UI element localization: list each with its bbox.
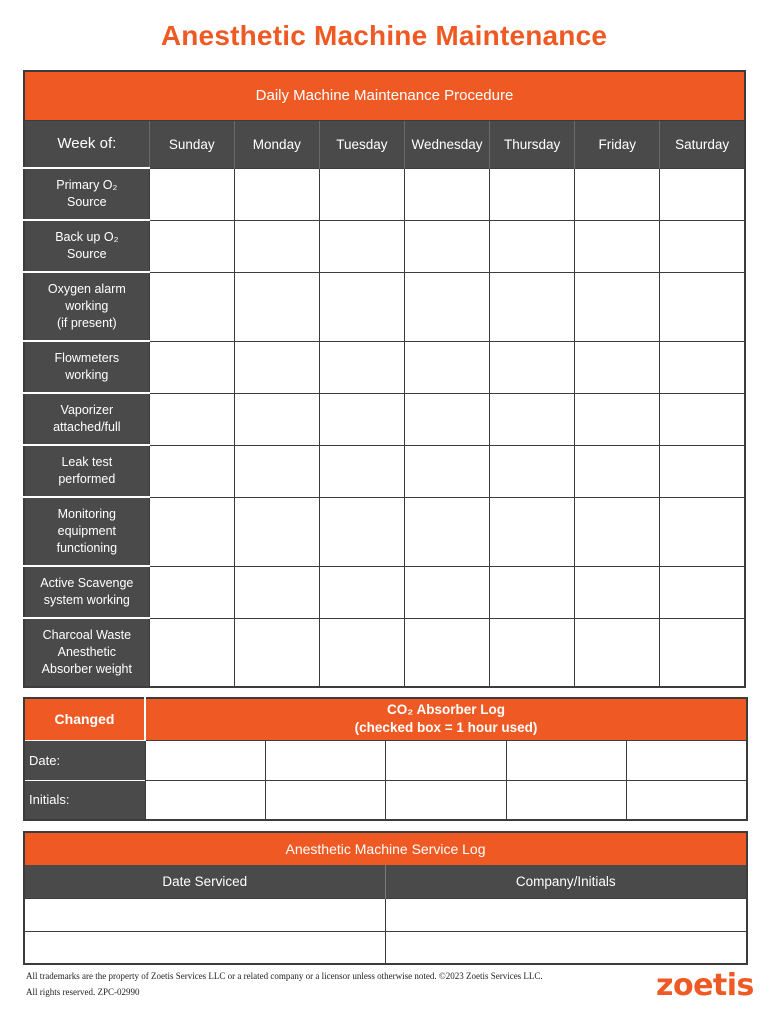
check-cell[interactable] — [234, 497, 319, 566]
check-cell[interactable] — [575, 272, 660, 341]
check-cell[interactable] — [319, 341, 404, 393]
check-cell[interactable] — [149, 566, 234, 618]
co2-log-cell[interactable] — [145, 780, 265, 820]
check-cell[interactable] — [575, 341, 660, 393]
service-company-cell[interactable] — [385, 898, 747, 931]
daily-maintenance-table — [23, 70, 746, 688]
check-cell[interactable] — [319, 445, 404, 497]
checklist-row — [24, 393, 745, 445]
check-cell[interactable] — [490, 497, 575, 566]
check-cell[interactable] — [660, 220, 745, 272]
checklist-item-label: Primary O₂ Source — [24, 168, 149, 220]
check-cell[interactable] — [234, 341, 319, 393]
checklist-item-label: Monitoring equipment functioning — [24, 497, 149, 566]
check-cell[interactable] — [490, 618, 575, 687]
check-cell[interactable] — [404, 393, 489, 445]
checklist-row — [24, 272, 745, 341]
checklist-item-label: Back up O₂ Source — [24, 220, 149, 272]
check-cell[interactable] — [234, 618, 319, 687]
check-cell[interactable] — [660, 393, 745, 445]
check-cell[interactable] — [575, 220, 660, 272]
check-cell[interactable] — [319, 220, 404, 272]
footer-line-1: All trademarks are the property of Zoetis Services LLC or a related company or a licensor unless otherwise noted. ©2023 Zoetis Services LLC. — [26, 971, 543, 981]
check-cell[interactable] — [149, 220, 234, 272]
page-title: Anesthetic Machine Maintenance — [160, 20, 608, 51]
service-row — [24, 898, 747, 931]
service-date-cell[interactable] — [24, 931, 385, 964]
co2-log-row — [24, 780, 747, 820]
daily-header-row — [24, 120, 745, 168]
checklist-row — [24, 497, 745, 566]
check-cell[interactable] — [404, 220, 489, 272]
checklist-row — [24, 618, 745, 687]
check-cell[interactable] — [490, 341, 575, 393]
company-initials-header: Company/Initials — [385, 865, 747, 898]
check-cell[interactable] — [490, 566, 575, 618]
zoetis-logo: zoetis — [656, 968, 754, 1003]
check-cell[interactable] — [404, 445, 489, 497]
service-row — [24, 931, 747, 964]
check-cell[interactable] — [404, 497, 489, 566]
check-cell[interactable] — [404, 341, 489, 393]
date-serviced-header: Date Serviced — [24, 865, 385, 898]
day-header-friday: Friday — [575, 120, 660, 168]
check-cell[interactable] — [575, 566, 660, 618]
service-date-cell[interactable] — [24, 898, 385, 931]
check-cell[interactable] — [319, 618, 404, 687]
co2-log-row — [24, 740, 747, 780]
check-cell[interactable] — [404, 618, 489, 687]
check-cell[interactable] — [149, 341, 234, 393]
checklist-row — [24, 566, 745, 618]
day-header-tuesday: Tuesday — [319, 120, 404, 168]
checklist-row — [24, 168, 745, 220]
co2-log-cell[interactable] — [145, 740, 265, 780]
day-header-thursday: Thursday — [490, 120, 575, 168]
co2-log-cell[interactable] — [627, 740, 747, 780]
check-cell[interactable] — [319, 497, 404, 566]
checklist-item-label: Charcoal Waste Anesthetic Absorber weight — [24, 618, 149, 687]
day-header-sunday: Sunday — [149, 120, 234, 168]
check-cell[interactable] — [490, 445, 575, 497]
check-cell[interactable] — [404, 566, 489, 618]
day-header-monday: Monday — [234, 120, 319, 168]
service-log-table — [23, 831, 748, 965]
check-cell[interactable] — [575, 497, 660, 566]
footer-legal — [26, 968, 626, 1000]
check-cell[interactable] — [490, 168, 575, 220]
co2-absorber-log — [23, 697, 748, 821]
check-cell[interactable] — [660, 445, 745, 497]
check-cell[interactable] — [660, 497, 745, 566]
day-header-saturday: Saturday — [660, 120, 745, 168]
check-cell[interactable] — [319, 168, 404, 220]
check-cell[interactable] — [575, 168, 660, 220]
checklist-item-label: Active Scavenge system working — [24, 566, 149, 618]
co2-log-cell[interactable] — [506, 780, 626, 820]
co2-log-cell[interactable] — [386, 740, 506, 780]
check-cell[interactable] — [575, 618, 660, 687]
checklist-item-label: Flowmeters working — [24, 341, 149, 393]
checklist-row — [24, 445, 745, 497]
co2-log-title: CO₂ Absorber Log — [387, 702, 505, 718]
check-cell[interactable] — [149, 272, 234, 341]
co2-log-subtitle: (checked box = 1 hour used) — [354, 720, 538, 736]
check-cell[interactable] — [490, 393, 575, 445]
checklist-item-label: Vaporizer attached/full — [24, 393, 149, 445]
co2-row-label: Date: — [24, 740, 145, 780]
checklist-item-label: Oxygen alarm working (if present) — [24, 272, 149, 341]
co2-row-label: Initials: — [24, 780, 145, 820]
check-cell[interactable] — [149, 168, 234, 220]
check-cell[interactable] — [660, 272, 745, 341]
service-company-cell[interactable] — [385, 931, 747, 964]
co2-log-header — [145, 698, 747, 740]
service-log-banner: Anesthetic Machine Service Log — [24, 832, 747, 865]
daily-banner: Daily Machine Maintenance Procedure — [24, 71, 745, 120]
check-cell[interactable] — [575, 445, 660, 497]
co2-log-cell[interactable] — [265, 740, 385, 780]
check-cell[interactable] — [149, 497, 234, 566]
check-cell[interactable] — [319, 393, 404, 445]
co2-log-cell[interactable] — [265, 780, 385, 820]
check-cell[interactable] — [234, 272, 319, 341]
check-cell[interactable] — [149, 618, 234, 687]
check-cell[interactable] — [319, 566, 404, 618]
changed-label: Changed — [24, 698, 145, 740]
check-cell[interactable] — [660, 618, 745, 687]
checklist-item-label: Leak test performed — [24, 445, 149, 497]
check-cell[interactable] — [319, 272, 404, 341]
co2-log-cell[interactable] — [386, 780, 506, 820]
check-cell[interactable] — [234, 168, 319, 220]
check-cell[interactable] — [234, 220, 319, 272]
day-header-wednesday: Wednesday — [404, 120, 489, 168]
check-cell[interactable] — [660, 168, 745, 220]
check-cell[interactable] — [149, 393, 234, 445]
check-cell[interactable] — [660, 341, 745, 393]
check-cell[interactable] — [234, 566, 319, 618]
check-cell[interactable] — [660, 566, 745, 618]
check-cell[interactable] — [234, 445, 319, 497]
check-cell[interactable] — [490, 220, 575, 272]
check-cell[interactable] — [149, 445, 234, 497]
checklist-row — [24, 220, 745, 272]
checklist-row — [24, 341, 745, 393]
check-cell[interactable] — [404, 168, 489, 220]
check-cell[interactable] — [490, 272, 575, 341]
check-cell[interactable] — [404, 272, 489, 341]
co2-log-cell[interactable] — [506, 740, 626, 780]
check-cell[interactable] — [575, 393, 660, 445]
week-of-label: Week of: — [24, 120, 149, 168]
footer-line-2: All rights reserved. ZPC-02990 — [26, 987, 140, 997]
check-cell[interactable] — [234, 393, 319, 445]
co2-log-cell[interactable] — [627, 780, 747, 820]
